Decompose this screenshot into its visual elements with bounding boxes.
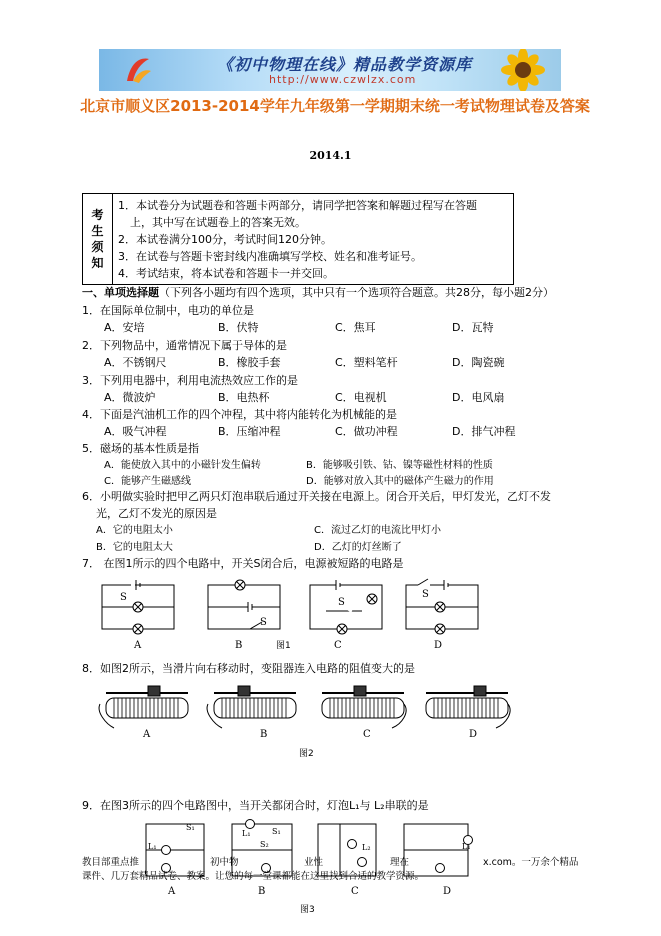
rheostat-c	[322, 686, 406, 728]
option: B．能够吸引铁、钴、镍等磁性材料的性质	[306, 460, 493, 471]
banner-url[interactable]: http://www.czwlzx.com	[269, 73, 417, 86]
footer-text: 教目部重点推	[82, 857, 140, 868]
circuit-label-s2: S₂	[260, 840, 269, 849]
logo-icon	[121, 53, 155, 87]
option: C．焦耳	[335, 321, 376, 334]
figure-label-b: B	[260, 729, 268, 740]
circuit-label-s: S	[422, 589, 429, 600]
exam-date: 2014.1	[309, 149, 352, 162]
circuit-label-l2: L₂	[362, 843, 371, 852]
notice-items	[118, 197, 510, 282]
option: B．它的电阻太大	[96, 542, 173, 553]
notice-item: 1．本试卷分为试题卷和答题卡两部分，请同学把答案和解题过程写在答题	[118, 199, 477, 212]
circuit-label-s1: S₁	[186, 823, 195, 832]
rheostat-d	[426, 686, 510, 728]
option: C．塑料笔杆	[335, 356, 398, 369]
figure-label-c: C	[363, 729, 371, 740]
footer-text: 初中物	[210, 857, 239, 868]
option: C．做功冲程	[335, 425, 398, 438]
question-5: 5．磁场的基本性质是指	[82, 442, 199, 455]
option: D．能够对放入其中的磁体产生磁力的作用	[306, 476, 494, 487]
figure-1-circuits	[100, 577, 480, 637]
exam-notice-box	[82, 193, 514, 285]
rheostat-a	[99, 686, 188, 728]
figure-label-b: B	[258, 886, 266, 897]
option: A．吸气冲程	[104, 425, 167, 438]
option: A．能使放入其中的小磁针发生偏转	[104, 460, 261, 471]
option: D．瓦特	[452, 321, 494, 334]
option: B．伏特	[218, 321, 259, 334]
question-9: 9．在图3所示的四个电路图中，当开关都闭合时，灯泡L₁与 L₂串联的是	[82, 799, 429, 812]
header-banner	[99, 49, 561, 91]
figure-label-a: A	[168, 886, 176, 897]
notice-item: 3．在试卷与答题卡密封线内准确填写学校、姓名和准考证号。	[118, 250, 422, 263]
sunflower-icon	[491, 49, 551, 91]
option: A．不锈钢尺	[104, 356, 167, 369]
banner-title: 《初中物理在线》精品教学资源库	[217, 55, 473, 74]
question-7: 7． 在图1所示的四个电路中，开关S闭合后，电源被短路的电路是	[82, 557, 404, 570]
figure-label-a: A	[143, 729, 151, 740]
question-6-cont: 光，乙灯不发光的原因是	[96, 507, 217, 520]
footer-text: 课件、几万套精品试卷、教案。让您的每一堂课都能在这里找到合适的教学资源。	[82, 871, 425, 882]
notice-heading: 考 生 须 知	[83, 194, 113, 284]
option: B．压缩冲程	[218, 425, 281, 438]
option: C．电视机	[335, 391, 387, 404]
figure-label-c: C	[351, 886, 359, 897]
question-4: 4．下面是汽油机工作的四个冲程，其中将内能转化为机械能的是	[82, 408, 397, 421]
section-heading: 一、单项选择题（下列各小题均有四个选项，其中只有一个选项符合题意。共28分，每小题2分）	[82, 286, 554, 299]
option: D．陶瓷碗	[452, 356, 505, 369]
circuit-label-l1: L₁	[462, 842, 471, 851]
figure-1-caption: 图1	[276, 641, 291, 651]
figure-label-d: D	[469, 729, 478, 740]
figure-3-caption: 图3	[300, 905, 315, 915]
notice-item: 上，其中写在试题卷上的答案无效。	[130, 216, 306, 229]
option: D．乙灯的灯丝断了	[314, 542, 402, 553]
figure-label-c: C	[334, 640, 342, 651]
circuit-label-s: S	[338, 597, 345, 608]
circuit-label-s1: S₁	[272, 827, 281, 836]
document-title: 北京市顺义区2013-2014学年九年级第一学期期末统一考试物理试卷及答案	[80, 97, 590, 115]
option: C．流过乙灯的电流比甲灯小	[314, 525, 441, 536]
circuit-label-l1: L₁	[242, 829, 251, 838]
notice-item: 4．考试结束，将本试卷和答题卡一并交回。	[118, 267, 334, 280]
option: B．橡胶手套	[218, 356, 281, 369]
question-1: 1．在国际单位制中，电功的单位是	[82, 304, 254, 317]
option: C．能够产生磁感线	[104, 476, 191, 487]
footer-text: 业性	[304, 857, 324, 868]
circuit-label-s: S	[120, 592, 127, 603]
question-3: 3．下列用电器中，利用电流热效应工作的是	[82, 374, 298, 387]
question-6: 6．小明做实验时把甲乙两只灯泡串联后通过开关接在电源上。闭合开关后，甲灯发光，乙灯不发	[82, 490, 551, 503]
figure-label-d: D	[443, 886, 452, 897]
figure-2-caption: 图2	[299, 749, 314, 759]
figure-label-d: D	[434, 640, 443, 651]
option: D．排气冲程	[452, 425, 516, 438]
circuit-label-l1: L₁	[148, 842, 157, 851]
figure-label-a: A	[134, 640, 142, 651]
rheostat-b	[207, 686, 296, 728]
circuit-label-s: S	[260, 617, 267, 628]
option: D．电风扇	[452, 391, 505, 404]
footer-text: 理在	[390, 857, 410, 868]
option: B．电热杯	[218, 391, 270, 404]
footer-text: x.com。一万余个精品	[483, 857, 579, 868]
notice-item: 2．本试卷满分100分，考试时间120分钟。	[118, 233, 332, 246]
figure-2-rheostats	[100, 684, 520, 732]
question-8: 8．如图2所示，当滑片向右移动时，变阻器连入电路的阻值变大的是	[82, 662, 415, 675]
figure-label-b: B	[235, 640, 243, 651]
option: A．微波炉	[104, 391, 156, 404]
question-2: 2．下列物品中，通常情况下属于导体的是	[82, 339, 287, 352]
option: A．安培	[104, 321, 145, 334]
option: A．它的电阻太小	[96, 525, 173, 536]
